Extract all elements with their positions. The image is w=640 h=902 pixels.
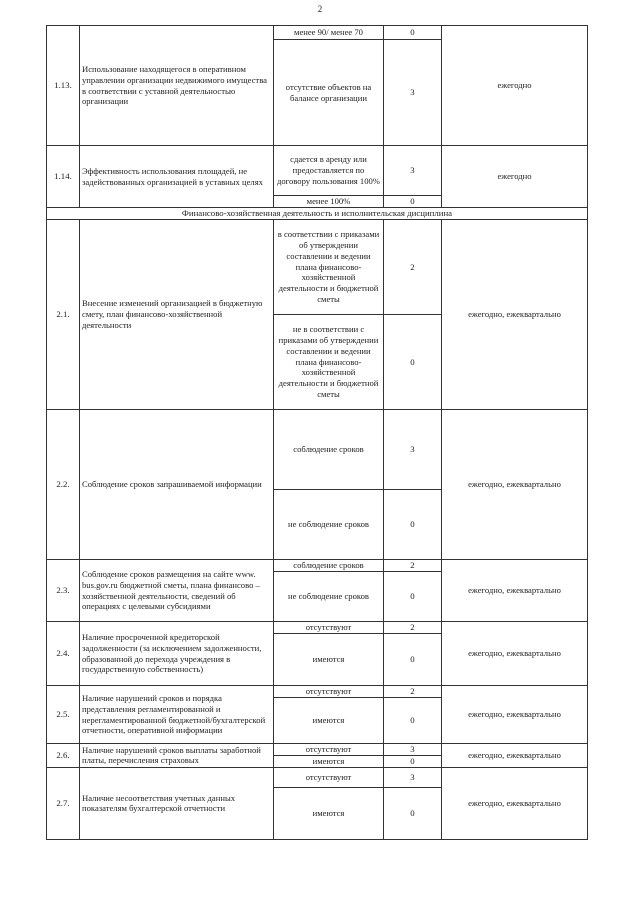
table-row [47, 220, 588, 315]
score: 0 [384, 315, 442, 410]
criterion-number: 2.2. [47, 410, 80, 560]
table-row [47, 26, 588, 40]
indicator-value: имеются [274, 634, 384, 686]
indicator-value: отсутствуют [274, 767, 384, 787]
score: 2 [384, 622, 442, 634]
criterion-name: Эффективность использования площадей, не задействованных организацией в уставных целях [80, 146, 274, 208]
criterion-number: 2.3. [47, 560, 80, 622]
score: 3 [384, 40, 442, 146]
indicator-value: имеются [274, 787, 384, 839]
periodicity: ежегодно, ежеквартально [442, 220, 588, 410]
criterion-name: Внесение изменений организацией в бюджетную смету, план финансово-хозяйственной деятельности [80, 220, 274, 410]
table-row [47, 686, 588, 698]
indicator-value: сдается в аренду или предоставляется по договору пользования 100% [274, 146, 384, 196]
score: 0 [384, 755, 442, 767]
score: 0 [384, 572, 442, 622]
indicator-value: отсутствуют [274, 622, 384, 634]
periodicity: ежегодно, ежеквартально [442, 767, 588, 839]
score: 0 [384, 787, 442, 839]
criterion-number: 2.1. [47, 220, 80, 410]
criterion-number: 1.13. [47, 26, 80, 146]
indicator-value: соблюдение сроков [274, 560, 384, 572]
score: 0 [384, 490, 442, 560]
score: 3 [384, 767, 442, 787]
section-title: Финансово-хозяйственная деятельность и исполнительская дисциплина [47, 208, 588, 220]
indicator-value: соблюдение сроков [274, 410, 384, 490]
criterion-name: Наличие нарушений сроков и порядка представления регламентированной и нерегламентированной бюджетной/бухгалтерской отчетности, оперативной информации [80, 686, 274, 744]
criterion-number: 1.14. [47, 146, 80, 208]
indicator-value: отсутствуют [274, 686, 384, 698]
periodicity: ежегодно, ежеквартально [442, 560, 588, 622]
score: 2 [384, 220, 442, 315]
table-row [47, 744, 588, 756]
criterion-name: Соблюдение сроков размещения на сайте www. bus.gov.ru бюджетной сметы, плана финансово – хозяйственной деятельности, сведений об операциях с целевыми субсидиями [80, 560, 274, 622]
table-row [47, 146, 588, 196]
periodicity: ежегодно, ежеквартально [442, 744, 588, 768]
indicator-value: не в соответствии с приказами об утверждении составлении и ведении плана финансово-хозяйственной деятельности и бюджетной сметы [274, 315, 384, 410]
table-row [47, 410, 588, 490]
score: 3 [384, 146, 442, 196]
periodicity: ежегодно [442, 26, 588, 146]
table-row [47, 560, 588, 572]
score: 2 [384, 560, 442, 572]
periodicity: ежегодно, ежеквартально [442, 622, 588, 686]
table-row [47, 208, 588, 220]
page-number: 2 [317, 4, 323, 14]
indicator-value: не соблюдение сроков [274, 490, 384, 560]
periodicity: ежегодно, ежеквартально [442, 410, 588, 560]
score: 0 [384, 634, 442, 686]
indicator-value: не соблюдение сроков [274, 572, 384, 622]
criterion-number: 2.5. [47, 686, 80, 744]
score: 0 [384, 196, 442, 208]
indicator-value: имеются [274, 698, 384, 744]
indicator-value: отсутствуют [274, 744, 384, 756]
criterion-number: 2.6. [47, 744, 80, 768]
criterion-name: Наличие просроченной кредиторской задолженности (за исключением задолженности, образованной до перехода учреждения в государственную собственность) [80, 622, 274, 686]
criterion-name: Соблюдение сроков запрашиваемой информации [80, 410, 274, 560]
criterion-name: Использование находящегося в оперативном управлении организации недвижимого имущества в соответствии с уставной деятельностью организации [80, 26, 274, 146]
table-row [47, 622, 588, 634]
indicator-value: имеются [274, 755, 384, 767]
criterion-name: Наличие несоответствия учетных данных показателям бухгалтерской отчетности [80, 767, 274, 839]
score: 3 [384, 410, 442, 490]
indicator-value: менее 90/ менее 70 [274, 26, 384, 40]
indicator-value: менее 100% [274, 196, 384, 208]
score: 3 [384, 744, 442, 756]
score: 0 [384, 698, 442, 744]
criterion-number: 2.7. [47, 767, 80, 839]
periodicity: ежегодно [442, 146, 588, 208]
indicator-value: в соответствии с приказами об утверждении составлении и ведении плана финансово-хозяйственной деятельности и бюджетной сметы [274, 220, 384, 315]
periodicity: ежегодно, ежеквартально [442, 686, 588, 744]
table-row [47, 767, 588, 787]
score: 0 [384, 26, 442, 40]
criterion-number: 2.4. [47, 622, 80, 686]
criterion-name: Наличие нарушений сроков выплаты заработной платы, перечисления страховых [80, 744, 274, 768]
score: 2 [384, 686, 442, 698]
criteria-table [46, 25, 588, 840]
indicator-value: отсутствие объектов на балансе организации [274, 40, 384, 146]
